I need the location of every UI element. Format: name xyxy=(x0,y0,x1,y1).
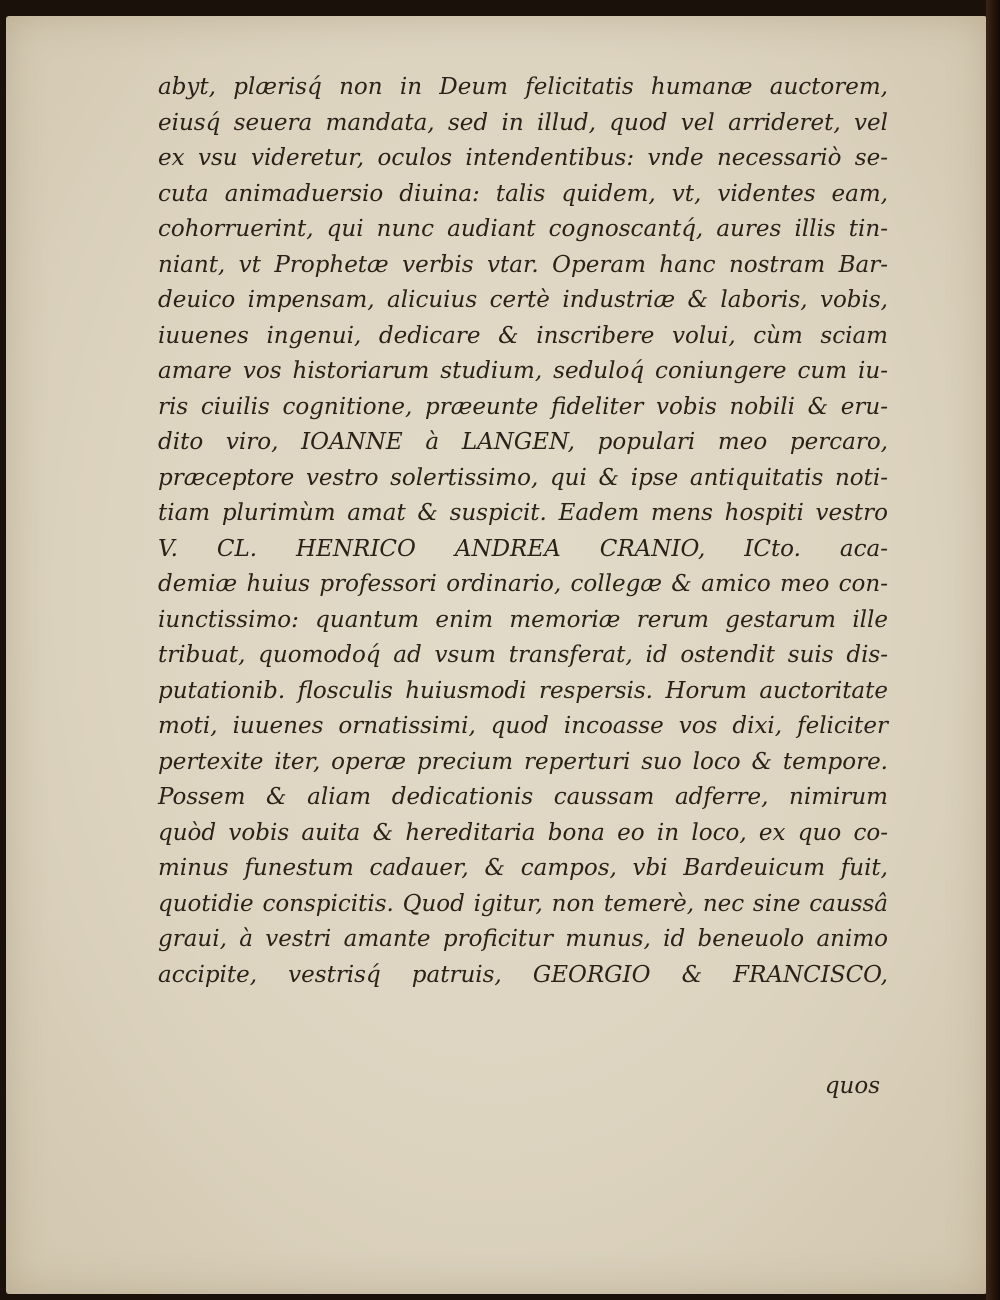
text-line: amare vos historiarum studium, seduloq́ coniungere cum iu- xyxy=(158,358,888,384)
text-line: accipite, vestrisq́ patruis, GEORGIO & FRANCISCO, xyxy=(158,961,888,988)
catchword: quos xyxy=(824,1073,880,1099)
text-line: niant, vt Prophetæ verbis vtar. Operam hanc nostram Bar- xyxy=(158,251,888,278)
text-line: pertexite iter, operæ precium reperturi suo loco & tempore. xyxy=(158,748,888,775)
text-line: cuta animaduersio diuina: talis quidem, vt, videntes eam, xyxy=(158,180,888,207)
text-line: tribuat, quomodoq́ ad vsum transferat, id ostendit suis dis- xyxy=(158,642,888,668)
text-line: iuuenes ingenui, dedicare & inscribere volui, cùm sciam xyxy=(158,322,888,349)
text-line: quotidie conspicitis. Quod igitur, non temerè, nec sine caussâ xyxy=(158,890,888,917)
body-text xyxy=(158,70,888,993)
text-line: iunctissimo: quantum enim memoriæ rerum gestarum ille xyxy=(158,606,888,633)
text-line: præceptore vestro solertissimo, qui & ipse antiquitatis noti- xyxy=(158,464,888,491)
text-line: graui, à vestri amante proficitur munus, id beneuolo animo xyxy=(158,926,888,952)
text-line: demiæ huius professori ordinario, collegæ & amico meo con- xyxy=(158,571,888,597)
text-line: quòd vobis auita & hereditaria bona eo in loco, ex quo co- xyxy=(158,819,888,846)
text-line: tiam plurimùm amat & suspicit. Eadem mens hospiti vestro xyxy=(158,500,888,526)
text-line: dito viro, IOANNE à LANGEN, populari meo percaro, xyxy=(158,429,888,455)
text-line: eiusq́ seuera mandata, sed in illud, quod vel arrideret, vel xyxy=(158,109,888,136)
page-edge xyxy=(986,0,1000,1300)
text-line: cohorruerint, qui nunc audiant cognoscantq́, aures illis tin- xyxy=(158,216,888,242)
text-line: ris ciuilis cognitione, præeunte fideliter vobis nobili & eru- xyxy=(158,393,888,420)
text-line: moti, iuuenes ornatissimi, quod incoasse vos dixi, feliciter xyxy=(158,713,888,739)
text-line: deuico impensam, alicuius certè industriæ & laboris, vobis, xyxy=(158,287,888,313)
text-line: V. CL. HENRICO ANDREA CRANIO, ICto. aca- xyxy=(158,535,888,562)
text-line: abyt, plærisq́ non in Deum felicitatis humanæ auctorem, xyxy=(158,74,888,100)
text-line: putationib. flosculis huiusmodi respersis. Horum auctoritate xyxy=(158,677,888,704)
text-line: minus funestum cadauer, & campos, vbi Bardeuicum fuit, xyxy=(158,855,888,881)
text-line: Possem & aliam dedicationis caussam adferre, nimirum xyxy=(158,784,888,810)
text-line: ex vsu videretur, oculos intendentibus: vnde necessariò se- xyxy=(158,145,888,171)
